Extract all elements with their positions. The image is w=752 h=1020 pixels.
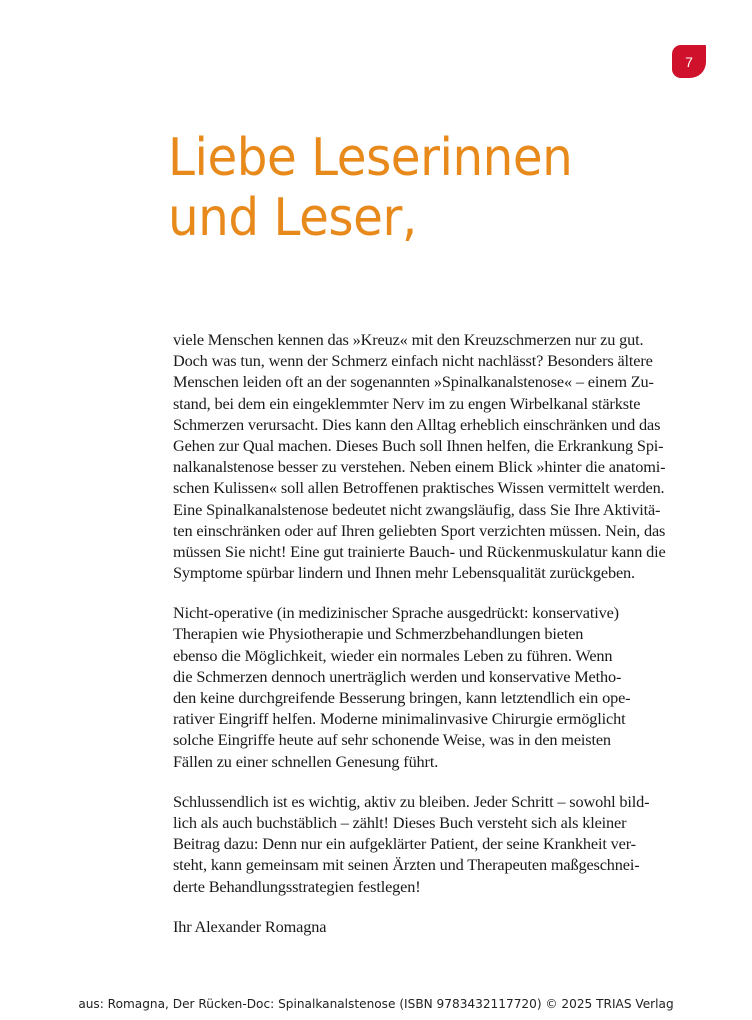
text-line: Ihr Alexander Romagna	[173, 916, 327, 936]
text-line: Beitrag dazu: Denn nur ein aufgeklärter Patient, der seine Krankheit ver-	[173, 834, 636, 854]
text-line: lich als auch buchstäblich – zählt! Dieses Buch versteht sich als kleiner	[173, 812, 627, 832]
text-line: nalkanalstenose besser zu verstehen. Neben einem Blick »hinter die anatomi-	[173, 457, 666, 477]
text-line: ten einschränken oder auf Ihren geliebten Sport verzichten müssen. Nein, das	[173, 520, 666, 540]
text-line: Schlussendlich ist es wichtig, aktiv zu bleiben. Jeder Schritt – sowohl bild-	[173, 791, 650, 811]
text-line: rativer Eingriff helfen. Moderne minimalinvasive Chirurgie ermöglicht	[173, 709, 626, 729]
paragraph	[173, 791, 666, 897]
text-line: schen Kulissen« soll allen Betroffenen praktisches Wissen vermittelt werden.	[173, 478, 665, 498]
title-line: Liebe Leserinnen	[168, 128, 573, 188]
text-line: die Schmerzen dennoch unerträglich werden und konservative Metho-	[173, 666, 622, 686]
text-line: stand, bei dem ein eingeklemmter Nerv im zu engen Wirbelkanal stärkste	[173, 393, 641, 413]
text-line: Eine Spinalkanalstenose bedeutet nicht zwangsläufig, dass Sie Ihre Aktivitä-	[173, 499, 661, 519]
text-line: Gehen zur Qual machen. Dieses Buch soll Ihnen helfen, die Erkrankung Spi-	[173, 435, 664, 455]
title-line: und Leser,	[168, 188, 417, 248]
paragraph	[173, 602, 666, 772]
text-line: müssen Sie nicht! Eine gut trainierte Bauch- und Rückenmuskulatur kann die	[173, 541, 666, 561]
letter-body	[173, 329, 666, 956]
text-line: Symptome spürbar lindern und Ihnen mehr Lebensqualität zurückgeben.	[173, 563, 635, 583]
text-line: Menschen leiden oft an der sogenannten »Spinalkanalstenose« – einem Zu-	[173, 372, 654, 392]
text-line: Therapien wie Physiotherapie und Schmerzbehandlungen bieten	[173, 624, 584, 644]
text-line: viele Menschen kennen das »Kreuz« mit den Kreuzschmerzen nur zu gut.	[173, 330, 644, 349]
signature	[173, 916, 666, 937]
text-line: Fällen zu einer schnellen Genesung führt.	[173, 751, 439, 771]
page-number-badge	[672, 45, 706, 78]
text-line: solche Eingriffe heute auf sehr schonende Weise, was in den meisten	[173, 730, 611, 750]
page-number: 7	[685, 53, 693, 70]
source-footer: aus: Romagna, Der Rücken-Doc: Spinalkanalstenose (ISBN 9783432117720) © 2025 TRIAS Verlag	[78, 996, 674, 1011]
text-line: Doch was tun, wenn der Schmerz einfach nicht nachlässt? Besonders ältere	[173, 351, 653, 371]
paragraph	[173, 329, 666, 583]
text-line: den keine durchgreifende Besserung bringen, kann letztendlich ein ope-	[173, 688, 631, 707]
text-line: steht, kann gemeinsam mit seinen Ärzten und Therapeuten maßgeschnei-	[173, 855, 640, 875]
text-line: Nicht-operative (in medizinischer Sprache ausgedrückt: konservative)	[173, 603, 619, 623]
text-line: ebenso die Möglichkeit, wieder ein normales Leben zu führen. Wenn	[173, 645, 613, 665]
text-line: derte Behandlungsstrategien festlegen!	[173, 876, 421, 896]
text-line: Schmerzen verursacht. Dies kann den Alltag erheblich einschränken und das	[173, 414, 661, 434]
page-title	[168, 128, 572, 248]
